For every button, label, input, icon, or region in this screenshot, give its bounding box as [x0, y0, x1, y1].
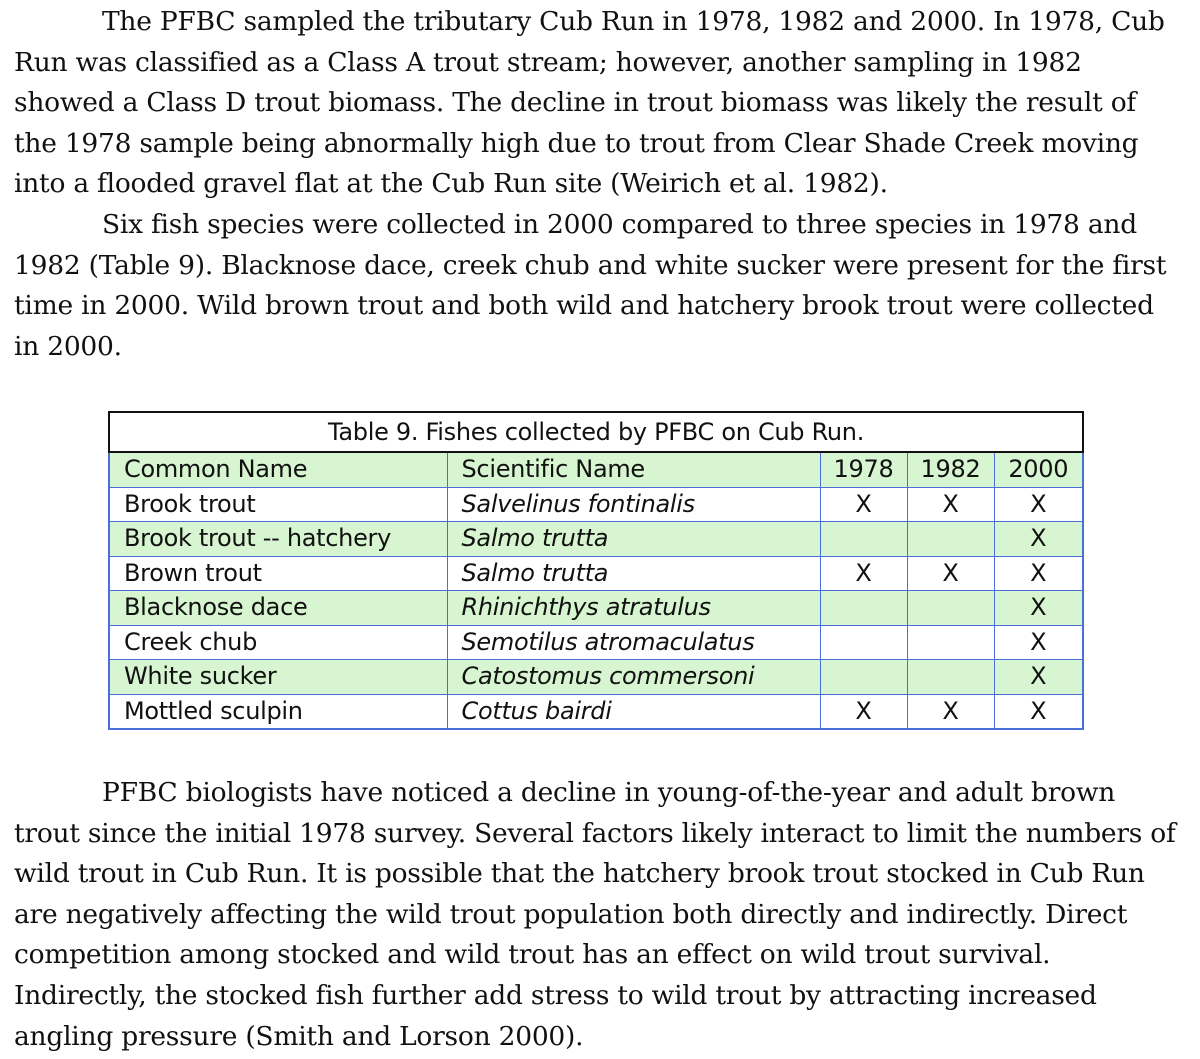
header-scientific-name: Scientific Name: [447, 452, 820, 487]
year-2000-cell: X: [994, 487, 1083, 522]
common-name-cell: Blacknose dace: [109, 591, 447, 626]
year-2000-cell: X: [994, 694, 1083, 729]
table-row: [109, 625, 1083, 660]
year-1978-cell: [820, 522, 907, 557]
table-header-row: [109, 452, 1083, 487]
year-1982-cell: [907, 625, 994, 660]
year-1978-cell: [820, 625, 907, 660]
table-caption-row: [109, 412, 1083, 452]
header-1978: 1978: [820, 452, 907, 487]
table-caption: Table 9. Fishes collected by PFBC on Cub Run.: [109, 412, 1083, 452]
table-row: [109, 487, 1083, 522]
year-1978-cell: [820, 660, 907, 695]
scientific-name-cell: Rhinichthys atratulus: [447, 591, 820, 626]
scientific-name-cell: Salvelinus fontinalis: [447, 487, 820, 522]
scientific-name-cell: Catostomus commersoni: [447, 660, 820, 695]
paragraph-1: The PFBC sampled the tributary Cub Run in 1978, 1982 and 2000. In 1978, Cub Run was classified as a Class A trout stream; however, another sampling in 1982 showed a Class D trout biomass. The decline in trout biomass was likely the result of the 1978 sample being abnormally high due to trout from Clear Shade Creek moving into a flooded gravel flat at the Cub Run site (Weirich et al. 1982).: [14, 6, 1165, 200]
common-name-cell: Mottled sculpin: [109, 694, 447, 729]
scientific-name-cell: Salmo trutta: [447, 522, 820, 557]
year-2000-cell: X: [994, 556, 1083, 591]
year-1978-cell: X: [820, 487, 907, 522]
year-2000-cell: X: [994, 591, 1083, 626]
paragraph-3: PFBC biologists have noticed a decline in young-of-the-year and adult brown trout since the initial 1978 survey. Several factors likely interact to limit the numbers of wild trout in Cub Run. It is possible that the hatchery brook trout stocked in Cub Run are negatively affecting the wild trout population both directly and indirectly. Direct competition among stocked and wild trout has an effect on wild trout survival. Indirectly, the stocked fish further add stress to wild trout by attracting increased angling pressure (Smith and Lorson 2000).: [14, 777, 1176, 1052]
table-row: [109, 660, 1083, 695]
common-name-cell: White sucker: [109, 660, 447, 695]
common-name-cell: Brook trout: [109, 487, 447, 522]
year-1978-cell: X: [820, 694, 907, 729]
year-1982-cell: [907, 522, 994, 557]
year-2000-cell: X: [994, 522, 1083, 557]
table-row: [109, 694, 1083, 729]
table-row: [109, 556, 1083, 591]
paragraph-2: Six fish species were collected in 2000 compared to three species in 1978 and 1982 (Table 9). Blacknose dace, creek chub and white sucker were present for the first time in 2000. Wild brown trout and both wild and hatchery brook trout were collected in 2000.: [14, 209, 1167, 362]
year-1982-cell: [907, 591, 994, 626]
table-row: [109, 591, 1083, 626]
scientific-name-cell: Semotilus atromaculatus: [447, 625, 820, 660]
header-2000: 2000: [994, 452, 1083, 487]
year-1978-cell: [820, 591, 907, 626]
header-common-name: Common Name: [109, 452, 447, 487]
common-name-cell: Brown trout: [109, 556, 447, 591]
scientific-name-cell: Salmo trutta: [447, 556, 820, 591]
header-1982: 1982: [907, 452, 994, 487]
year-2000-cell: X: [994, 660, 1083, 695]
common-name-cell: Brook trout -- hatchery: [109, 522, 447, 557]
year-1982-cell: [907, 660, 994, 695]
fish-table: [108, 411, 1084, 730]
common-name-cell: Creek chub: [109, 625, 447, 660]
scientific-name-cell: Cottus bairdi: [447, 694, 820, 729]
year-1978-cell: X: [820, 556, 907, 591]
year-1982-cell: X: [907, 694, 994, 729]
year-1982-cell: X: [907, 487, 994, 522]
year-1982-cell: X: [907, 556, 994, 591]
table-row: [109, 522, 1083, 557]
year-2000-cell: X: [994, 625, 1083, 660]
